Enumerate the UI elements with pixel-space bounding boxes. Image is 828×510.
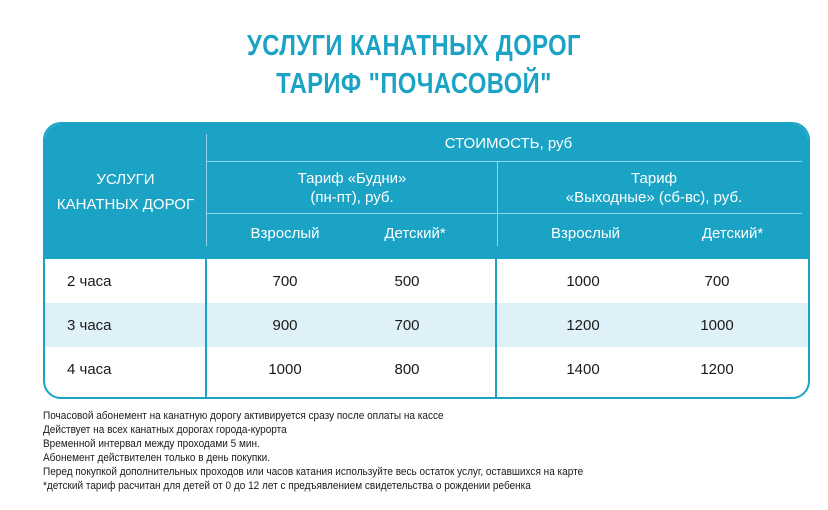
table-header bbox=[45, 124, 808, 259]
weekday-child-price: 800 bbox=[394, 360, 420, 378]
weekday-child-header: Детский* bbox=[384, 224, 446, 242]
tariff-table bbox=[43, 122, 810, 399]
weekday-tariff-line2: (пн-пт), руб. bbox=[310, 189, 394, 206]
row-label: 3 часа bbox=[67, 316, 112, 334]
note-line: Временной интервал между проходами 5 мин. bbox=[43, 437, 260, 450]
weekend-child-price: 1200 bbox=[700, 360, 734, 378]
column-divider bbox=[205, 259, 207, 399]
weekend-child-price: 1000 bbox=[700, 316, 734, 334]
services-header-line2: КАНАТНЫХ ДОРОГ bbox=[56, 195, 195, 213]
weekend-tariff-header bbox=[498, 162, 810, 214]
table-row bbox=[45, 303, 808, 347]
weekday-adult-header: Взрослый bbox=[250, 224, 320, 242]
weekend-adult-header: Взрослый bbox=[551, 224, 620, 242]
weekend-adult-price: 1200 bbox=[566, 316, 600, 334]
weekday-child-price: 500 bbox=[394, 272, 420, 290]
weekday-tariff-line1: Тариф «Будни» bbox=[297, 170, 407, 187]
row-label: 2 часа bbox=[67, 272, 112, 290]
note-line: Действует на всех канатных дорогах города-курорта bbox=[43, 423, 287, 436]
table-row bbox=[45, 347, 808, 391]
services-header-line1: УСЛУГИ bbox=[96, 170, 155, 188]
services-header bbox=[45, 124, 206, 259]
table-row bbox=[45, 259, 808, 303]
column-divider bbox=[495, 259, 497, 399]
weekday-child-price: 700 bbox=[394, 316, 420, 334]
weekday-adult-price: 1000 bbox=[268, 360, 302, 378]
note-line: Почасовой абонемент на канатную дорогу активируется сразу после оплаты на кассе bbox=[43, 410, 444, 422]
page-title-line2: ТАРИФ "ПОЧАСОВОЙ" bbox=[276, 68, 552, 100]
note-line: Абонемент действителен только в день покупки. bbox=[43, 451, 271, 464]
weekend-adult-price: 1400 bbox=[566, 360, 600, 378]
note-line: *детский тариф расчитан для детей от 0 до 12 лет с предъявлением свидетельства о рождении ребенка bbox=[43, 479, 531, 492]
page-title-line1: УСЛУГИ КАНАТНЫХ ДОРОГ bbox=[247, 30, 581, 62]
weekend-child-price: 700 bbox=[704, 272, 730, 290]
weekend-tariff-line2: «Выходные» (сб-вс), руб. bbox=[565, 189, 743, 206]
cost-header: СТОИМОСТЬ, руб bbox=[444, 134, 573, 152]
weekend-adult-price: 1000 bbox=[566, 272, 600, 290]
notes bbox=[43, 410, 803, 493]
weekday-adult-price: 700 bbox=[272, 272, 298, 290]
weekend-tariff-line1: Тариф bbox=[631, 170, 677, 187]
weekend-child-header: Детский* bbox=[701, 224, 764, 242]
weekday-adult-price: 900 bbox=[272, 316, 298, 334]
weekday-tariff-header bbox=[207, 162, 497, 214]
note-line: Перед покупкой дополнительных проходов или часов катания используйте весь остаток услуг, оставшихся на карте bbox=[43, 465, 584, 478]
row-label: 4 часа bbox=[67, 360, 112, 378]
